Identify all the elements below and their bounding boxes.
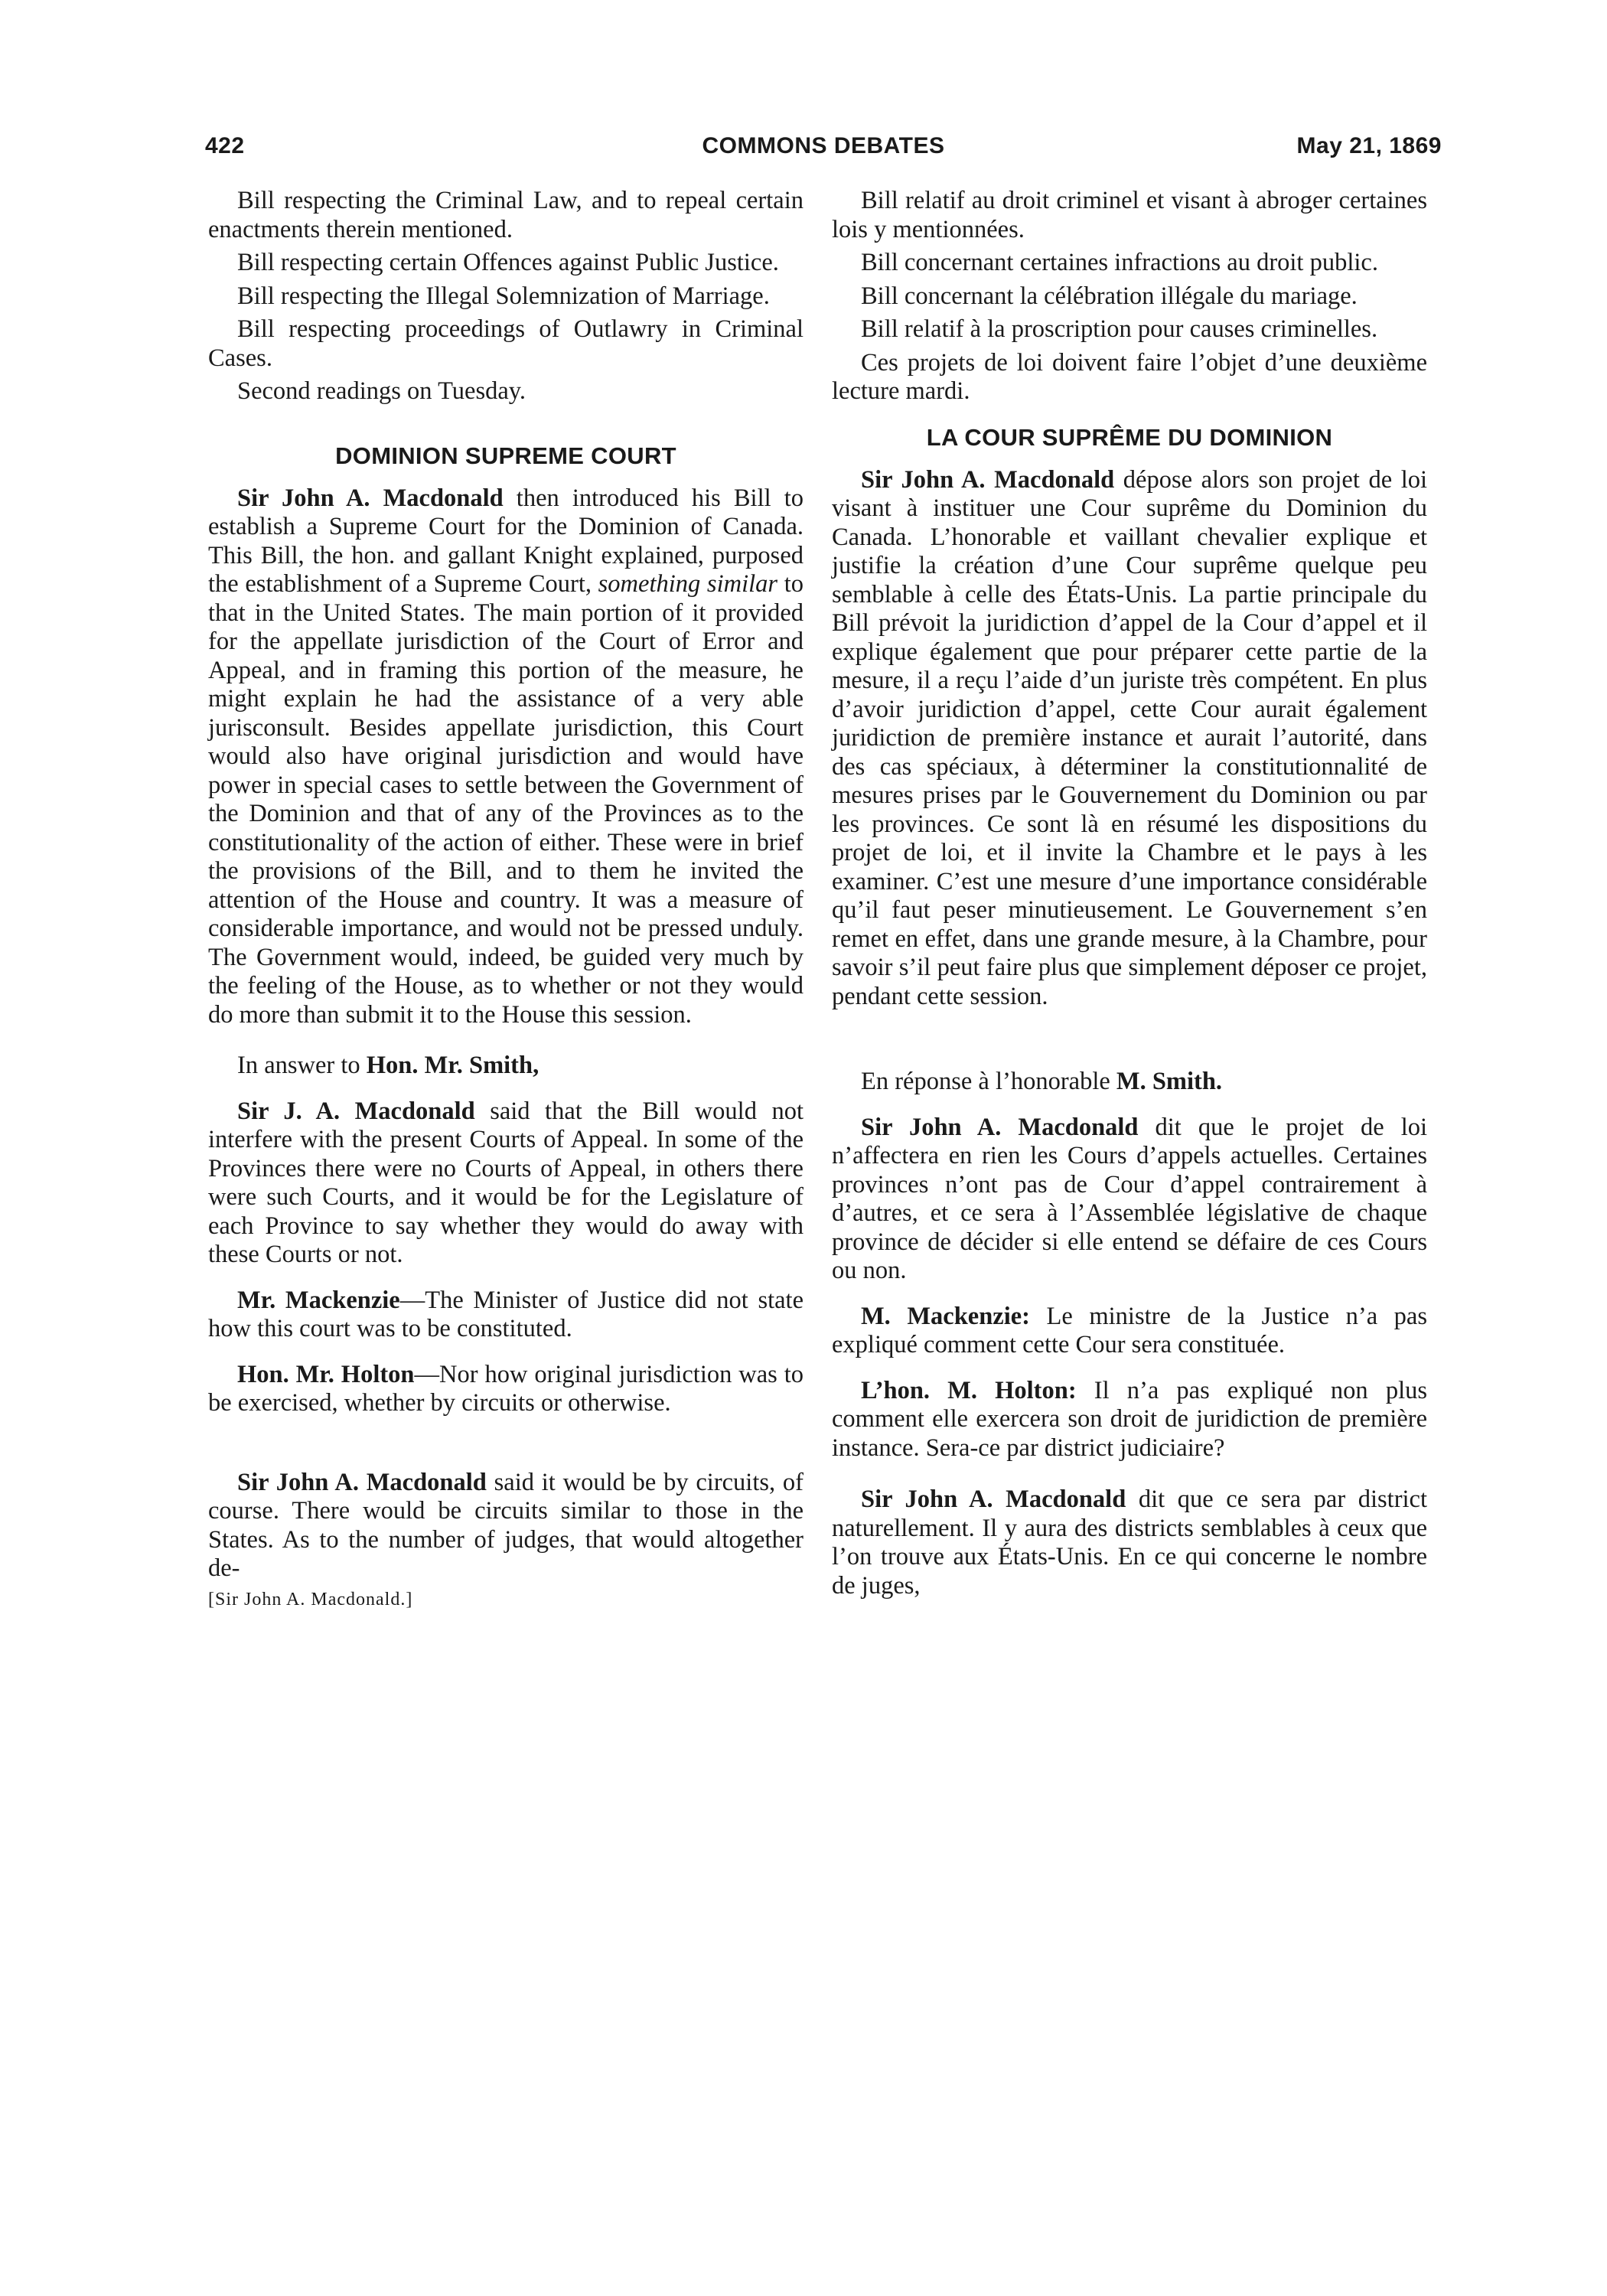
- speech-paragraph: [832, 1303, 1427, 1360]
- bill-paragraph: Bill respecting the Illegal Solemnization of Marriage.: [237, 282, 770, 310]
- publication-title: COMMONS DEBATES: [702, 133, 945, 158]
- bill-paragraph: Bill respecting proceedings of Outlawry in Criminal Cases.: [208, 315, 804, 372]
- speaker-name: Sir John A. Macdonald: [861, 465, 1115, 494]
- speech-text: In answer to: [237, 1052, 367, 1079]
- footnote: [Sir John A. Macdonald.]: [208, 1589, 413, 1609]
- speech-paragraph: [832, 1377, 1427, 1463]
- speech-paragraph: [832, 466, 1427, 1012]
- speech-paragraph: [208, 1361, 804, 1418]
- speech-text: Il n’a pas expliqué non plus comment elle exercera son droit de juridiction de première instance. Sera-ce par district judiciaire?: [832, 1376, 1427, 1462]
- bill-paragraph: Bill concernant certaines infractions au droit public.: [861, 249, 1378, 276]
- speaker-name: Mr. Mackenzie: [237, 1286, 400, 1314]
- speaker-name: Sir John A. Macdonald: [861, 1486, 1126, 1513]
- speech-text: —The Minister of Justice did not state how this court was to be constituted.: [208, 1286, 804, 1342]
- speech-paragraph: [208, 1052, 804, 1081]
- speech-paragraph: [208, 1097, 804, 1270]
- speech-paragraph: [208, 484, 804, 1030]
- speech-paragraph: [208, 1469, 804, 1583]
- bill-paragraph: Bill respecting certain Offences against Public Justice.: [237, 249, 779, 276]
- bill-paragraph: Bill relatif au droit criminel et visant à abroger certaines lois y mentionnées.: [832, 187, 1427, 243]
- bill-paragraph: Bill concernant la célébration illégale du mariage.: [861, 282, 1358, 310]
- speech-text: En réponse à l’honorable: [861, 1068, 1116, 1095]
- speech-text: —Nor how original jurisdiction was to be exercised, whether by circuits or otherwise.: [208, 1360, 804, 1417]
- page-number: 422: [205, 133, 245, 158]
- speaker-name: Sir John A. Macdonald: [237, 1468, 487, 1496]
- speech-text: dit que ce sera par district naturellement. Il y aura des districts semblables à ceux que l’on trouve aux États-Unis. En ce qui concerne le nombre de juges,: [832, 1486, 1427, 1600]
- section-heading: LA COUR SUPRÊME DU DOMINION: [926, 423, 1333, 451]
- speech-text: said it would be by circuits, of course. There would be circuits similar to those in the States. As to the number of judges, that would altogether de-: [208, 1468, 804, 1582]
- speech-text-italic: something similar: [598, 570, 778, 598]
- section-heading: DOMINION SUPREME COURT: [335, 442, 676, 469]
- speaker-name: Sir J. A. Macdonald: [237, 1097, 475, 1125]
- speech-text: said that the Bill would not interfere with the present Courts of Appeal. In some of the Provinces there were no Courts of Appeal, in others there were such Courts, and it would be for the Legislature of each Province to say whether they would do away with these Courts or not.: [208, 1097, 804, 1268]
- second-readings-note: Ces projets de loi doivent faire l’objet d’une deuxième lecture mardi.: [832, 348, 1427, 405]
- speech-text: Le ministre de la Justice n’a pas expliqué comment cette Cour sera constituée.: [832, 1302, 1427, 1358]
- speaker-name: Sir John A. Macdonald: [861, 1113, 1139, 1141]
- speech-paragraph: [208, 1287, 804, 1344]
- speech-text: to that in the United States. The main portion of it provided for the appellate jurisdiction of the Court of Error and Appeal, and in framing this portion of the measure, he might explain he had the assistance of a very able jurisconsult. Besides appellate jurisdiction, this Court would also have original jurisdiction and would have power in special cases to settle between the Government of the Dominion and that of any of the Provinces as to the constitutionality of the action of either. These were in brief the provisions of the Bill, and to them he invited the attention of the House and country. It was a measure of considerable importance, and would not be pressed unduly. The Government would, indeed, be guided very much by the feeling of the House, as to whether or not they would do more than submit it to the House this session.: [208, 570, 804, 1029]
- speaker-name: M. Mackenzie:: [861, 1302, 1030, 1330]
- speaker-name: L’hon. M. Holton:: [861, 1376, 1077, 1404]
- speaker-name: Hon. Mr. Holton: [237, 1360, 415, 1388]
- english-column: [208, 187, 804, 1611]
- second-readings-note: Second readings on Tuesday.: [237, 377, 526, 405]
- speech-paragraph: [832, 1068, 1427, 1097]
- speech-text: dépose alors son projet de loi visant à instituer une Cour suprême du Dominion du Canada. L’honorable et vaillant chevalier explique et justifie la création d’une Cour suprême quelque peu semblable à celle des États-Unis. La partie principale du Bill prévoit la juridiction d’appel de la Cour d’appel et il explique également que pour préparer cette partie de la mesure, il a reçu l’aide d’un juriste très compétent. En plus d’avoir juridiction d’appel, cette Cour aurait également juridiction de première instance et aurait l’autorité, dans des cas spéciaux, à déterminer la constitutionnalité de mesures prises par le Gouvernement du Dominion ou par les provinces. Ce sont là en résumé les dispositions du projet de loi, et il invite la Chambre et le pays à les examiner. C’est une mesure d’une importance considérable qu’il faut peser minutieusement. Le Gouvernement s’en remet en effet, dans une grande mesure, à la Chambre, pour savoir s’il peut faire plus que simplement déposer ce projet, pendant cette session.: [832, 465, 1427, 1010]
- speaker-name: Sir John A. Macdonald: [237, 484, 504, 512]
- speech-text: dit que le projet de loi n’affectera en rien les Cours d’appels actuelles. Certaines provinces n’ont pas de Cour d’appel contrairement à d’autres, et ce sera à l’Assemblée législative de chaque province de décider si elle entend se défaire de ces Cours ou non.: [832, 1113, 1428, 1284]
- bill-paragraph: Bill relatif à la proscription pour causes criminelles.: [861, 315, 1378, 343]
- speech-text: then introduced his Bill to establish a Supreme Court for the Dominion of Canada. This Bill, the hon. and gallant Knight explained, purposed the establishment of a Supreme Court,: [208, 484, 804, 598]
- french-column: [832, 187, 1427, 1600]
- bill-paragraph: Bill respecting the Criminal Law, and to repeal certain enactments therein mentioned.: [208, 187, 804, 243]
- speaker-name: M. Smith.: [1116, 1068, 1223, 1095]
- page-date: May 21, 1869: [1296, 133, 1442, 158]
- speech-paragraph: [832, 1114, 1427, 1286]
- speech-paragraph: [832, 1486, 1427, 1600]
- speaker-name: Hon. Mr. Smith,: [366, 1052, 539, 1079]
- page-header: [205, 129, 1442, 162]
